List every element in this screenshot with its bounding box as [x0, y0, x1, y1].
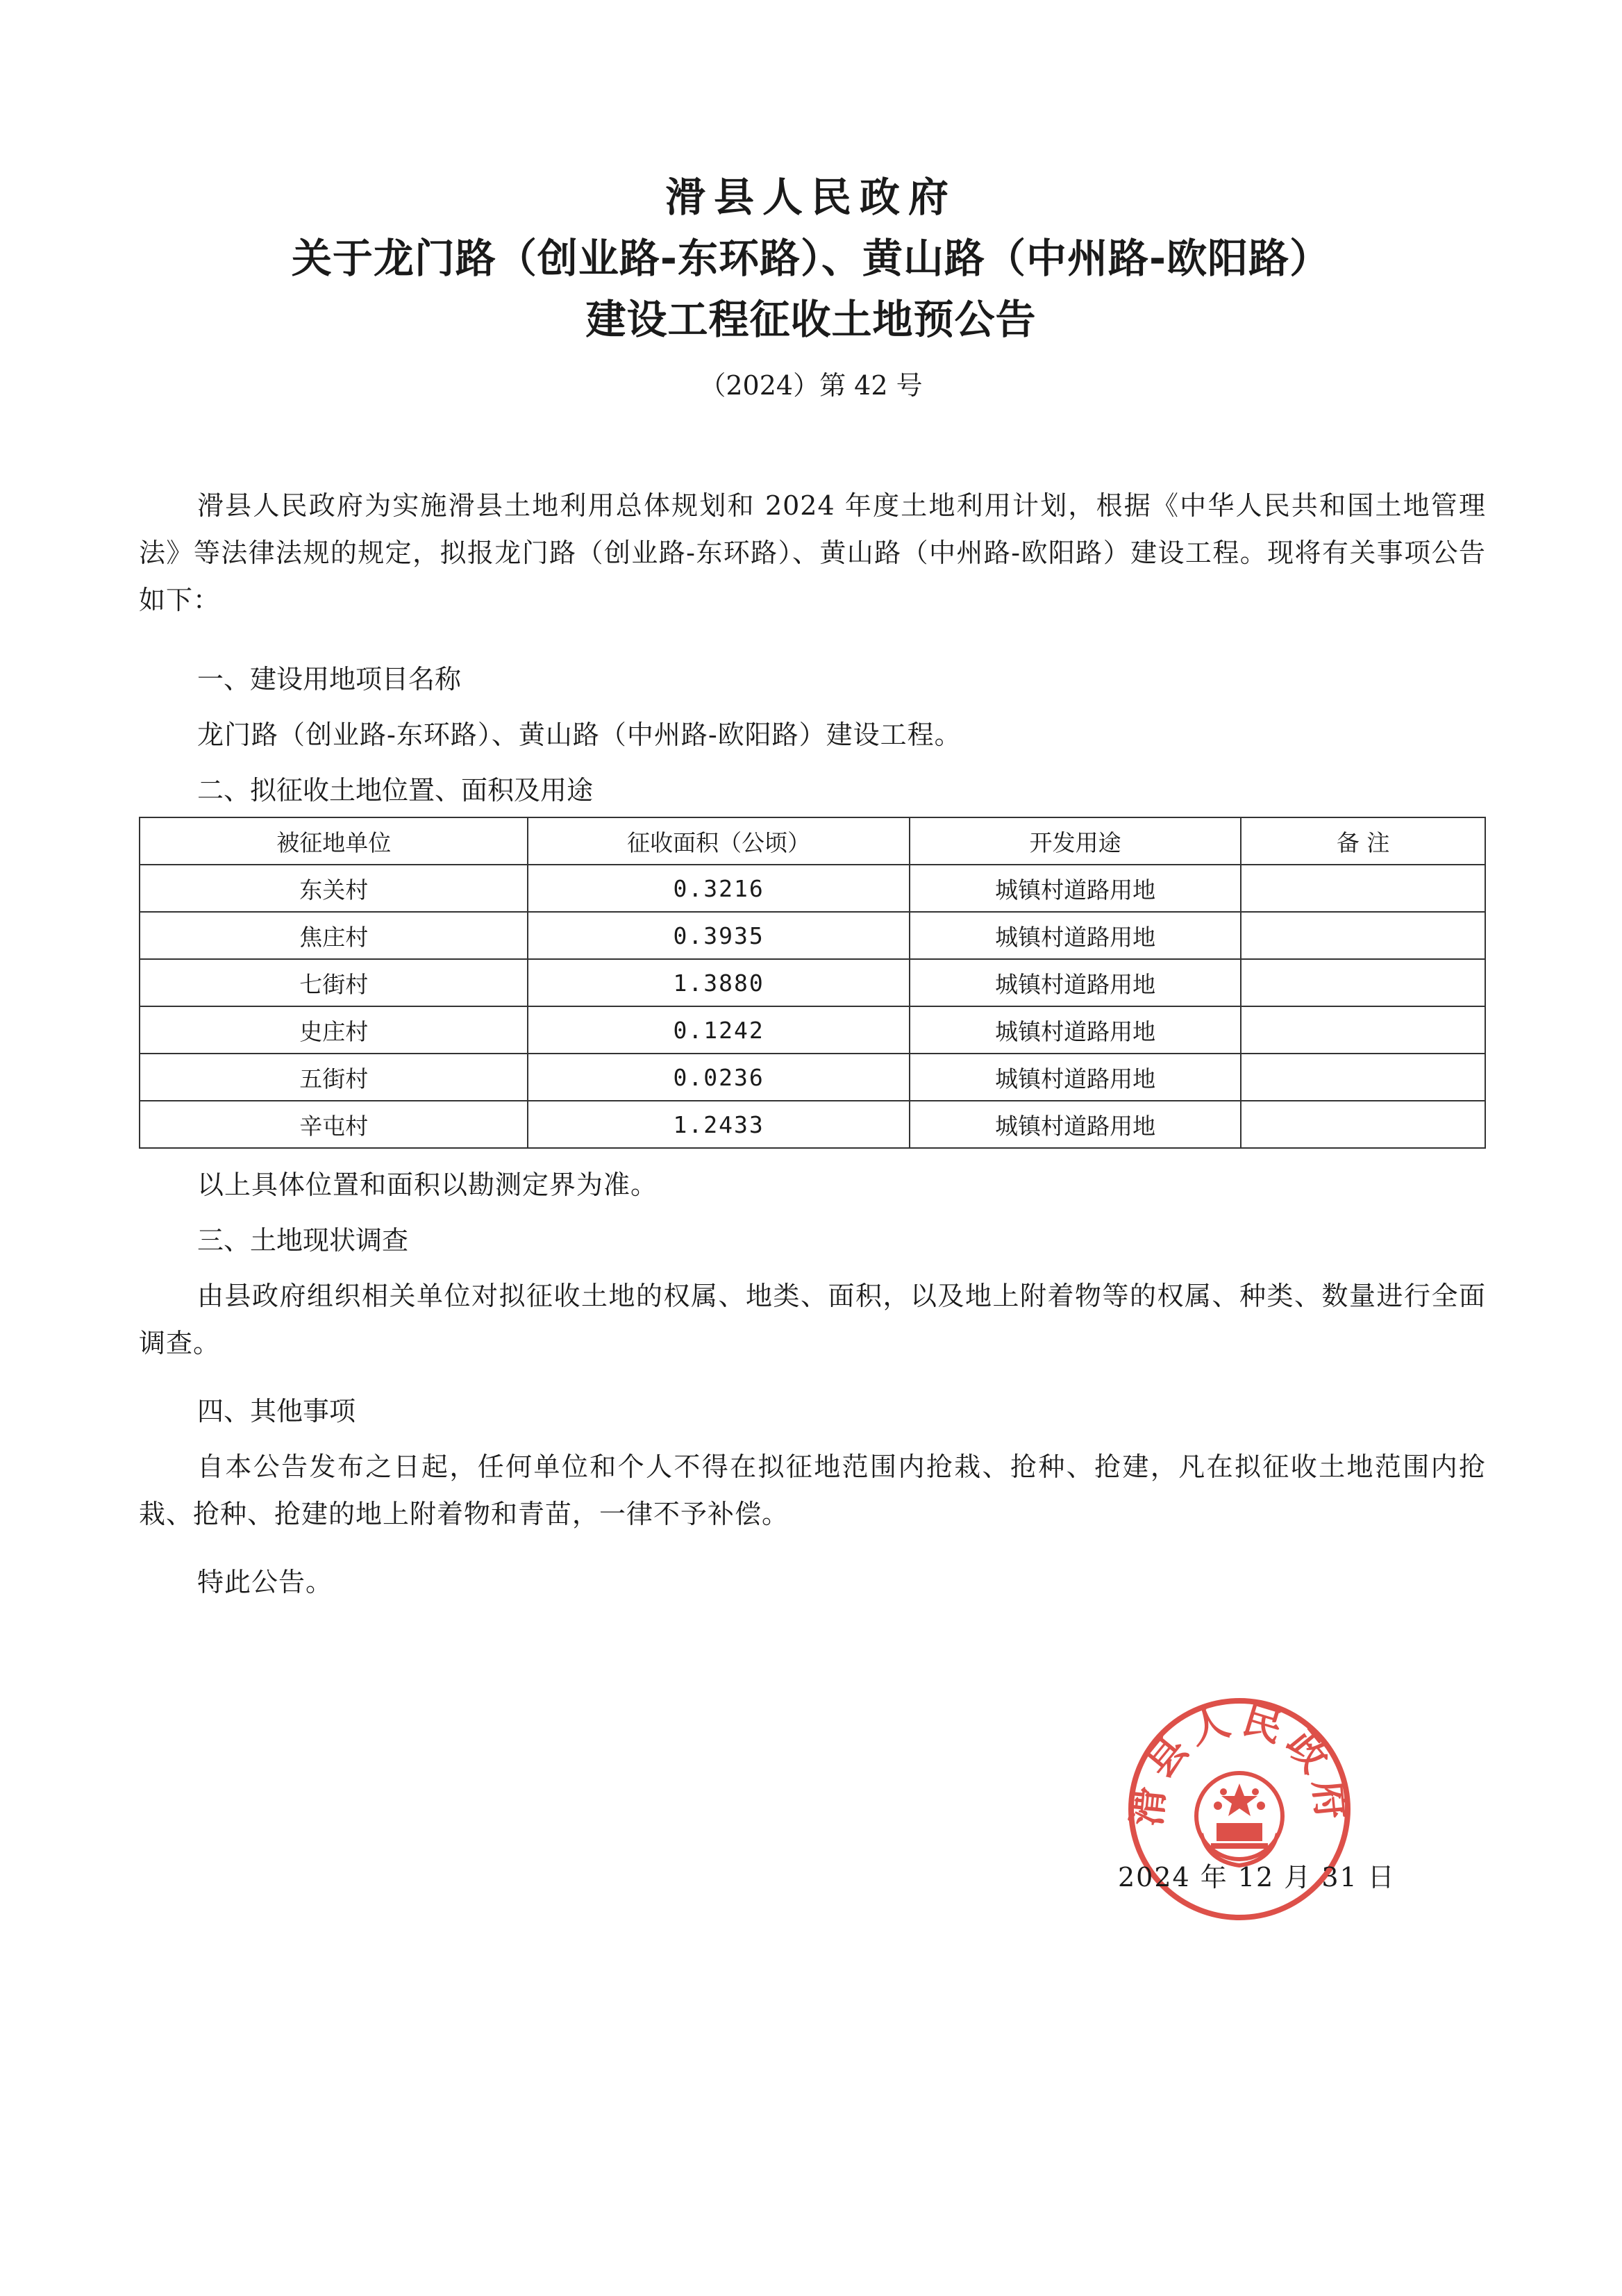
section-3-heading: 三、土地现状调查: [197, 1225, 409, 1256]
table-row: [140, 1054, 1485, 1101]
land-table: [139, 817, 1486, 1149]
cell-use: 城镇村道路用地: [910, 912, 1241, 959]
cell-unit: 七街村: [140, 959, 528, 1006]
cell-unit: 史庄村: [140, 1006, 528, 1054]
intro-paragraph: 滑县人民政府为实施滑县土地利用总体规划和 2024 年度土地利用计划，根据《中华人民共和国土地管理法》等法律法规的规定，拟报龙门路（创业路-东环路）、黄山路（中州路-欧阳路）建设工程。现将有关事项公告如下：: [139, 490, 1486, 615]
cell-use: 城镇村道路用地: [910, 1006, 1241, 1054]
section-2-note: 以上具体位置和面积以勘测定界为准。: [197, 1170, 658, 1200]
cell-use: 城镇村道路用地: [910, 1054, 1241, 1101]
cell-use: 城镇村道路用地: [910, 1101, 1241, 1148]
table-header-row: [140, 817, 1485, 865]
cell-unit: 五街村: [140, 1054, 528, 1101]
section-4-text: 自本公告发布之日起，任何单位和个人不得在拟征地范围内抢栽、抢种、抢建，凡在拟征收土地范围内抢栽、抢种、抢建的地上附着物和青苗，一律不予补偿。: [139, 1451, 1486, 1529]
cell-area: 1.2433: [528, 1101, 910, 1148]
cell-unit: 东关村: [140, 865, 528, 912]
cell-unit: 焦庄村: [140, 912, 528, 959]
cell-area: 0.1242: [528, 1006, 910, 1054]
section-1-text: 龙门路（创业路-东环路）、黄山路（中州路-欧阳路）建设工程。: [197, 719, 962, 750]
section-3-text: 由县政府组织相关单位对拟征收土地的权属、地类、面积，以及地上附着物等的权属、种类、数量进行全面调查。: [139, 1281, 1486, 1358]
column-header-area: 征收面积（公顷）: [528, 817, 910, 865]
cell-remarks: [1241, 865, 1485, 912]
table-row: [140, 1006, 1485, 1054]
table-row: [140, 912, 1485, 959]
cell-area: 0.0236: [528, 1054, 910, 1101]
cell-remarks: [1241, 1101, 1485, 1148]
cell-area: 0.3216: [528, 865, 910, 912]
table-row: [140, 1101, 1485, 1148]
seal-text: 滑县人民政府: [1125, 1697, 1354, 1829]
title-line-1: 滑县人民政府: [664, 174, 957, 221]
cell-area: 0.3935: [528, 912, 910, 959]
column-header-unit: 被征地单位: [140, 817, 528, 865]
cell-unit: 辛屯村: [140, 1101, 528, 1148]
cell-use: 城镇村道路用地: [910, 865, 1241, 912]
cell-remarks: [1241, 959, 1485, 1006]
column-header-remarks: 备 注: [1241, 817, 1485, 865]
section-1-heading: 一、建设用地项目名称: [197, 664, 462, 694]
title-line-2: 关于龙门路（创业路-东环路）、黄山路（中州路-欧阳路）: [291, 235, 1331, 282]
table-row: [140, 865, 1485, 912]
section-4-heading: 四、其他事项: [197, 1396, 356, 1426]
cell-use: 城镇村道路用地: [910, 959, 1241, 1006]
title-line-3: 建设工程征收土地预公告: [585, 296, 1037, 343]
table-row: [140, 959, 1485, 1006]
cell-remarks: [1241, 1054, 1485, 1101]
issue-date: 2024 年 12 月 31 日: [1118, 1862, 1396, 1892]
document-number: （2024）第 42 号: [699, 370, 923, 401]
closing-text: 特此公告。: [197, 1567, 333, 1597]
section-2-heading: 二、拟征收土地位置、面积及用途: [197, 775, 594, 806]
cell-remarks: [1241, 912, 1485, 959]
cell-remarks: [1241, 1006, 1485, 1054]
column-header-use: 开发用途: [910, 817, 1241, 865]
cell-area: 1.3880: [528, 959, 910, 1006]
